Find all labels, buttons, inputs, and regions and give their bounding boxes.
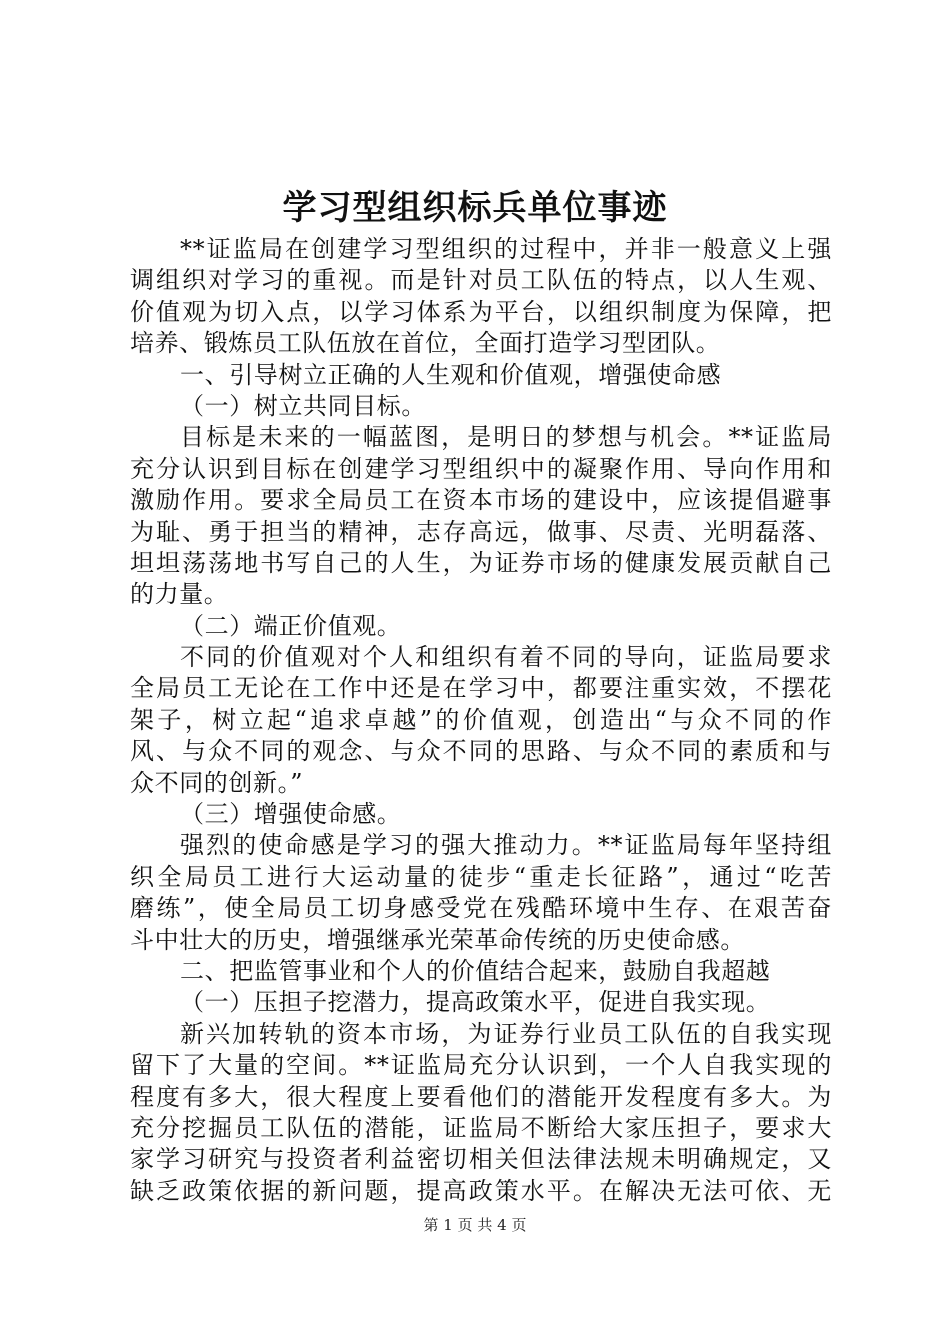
body-line: 充分认识到目标在创建学习型组织中的凝聚作用、导向作用和 — [130, 454, 832, 483]
body-line: 新兴加转轨的资本市场，为证券行业员工队伍的自我实现 — [180, 1019, 832, 1048]
body-line: 的力量。 — [130, 580, 229, 609]
body-line: 价值观为切入点，以学习体系为平台，以组织制度为保障，把 — [130, 297, 832, 326]
body-line: **证监局在创建学习型组织的过程中，并非一般意义上强 — [180, 235, 832, 263]
body-line: 培养、锻炼员工队伍放在首位，全面打造学习型团队。 — [130, 329, 721, 358]
body-line: 不同的价值观对个人和组织有着不同的导向，证监局要求 — [180, 643, 832, 672]
body-line: 充分挖掘员工队伍的潜能，证监局不断给大家压担子，要求大 — [130, 1113, 832, 1142]
subsection-heading: （一）树立共同目标。 — [180, 391, 426, 420]
body-line: 磨练”，使全局员工切身感受党在残酷环境中生存、在艰苦奋 — [130, 894, 832, 923]
body-line: 留下了大量的空间。**证监局充分认识到，一个人自我实现的 — [130, 1051, 832, 1080]
subsection-heading: （二）端正价值观。 — [180, 611, 402, 640]
body-line: 架子，树立起“追求卓越”的价值观，创造出“与众不同的作 — [130, 705, 832, 734]
body-line: 激励作用。要求全局员工在资本市场的建设中，应该提倡避事 — [130, 486, 832, 515]
body-line: 全局员工无论在工作中还是在学习中，都要注重实效，不摆花 — [130, 674, 832, 703]
body-line: 坦坦荡荡地书写自己的人生，为证券市场的健康发展贡献自己 — [130, 548, 832, 577]
body-line: 目标是未来的一幅蓝图，是明日的梦想与机会。**证监局 — [180, 423, 832, 452]
body-line: 众不同的创新。” — [130, 768, 304, 797]
body-line: 程度有多大，很大程度上要看他们的潜能开发程度有多大。为 — [130, 1082, 832, 1111]
subsection-heading: （一）压担子挖潜力，提高政策水平，促进自我实现。 — [180, 988, 771, 1017]
subsection-heading: （三）增强使命感。 — [180, 800, 402, 829]
document-title: 学习型组织标兵单位事迹 — [282, 188, 668, 228]
body-line: 风、与众不同的观念、与众不同的思路、与众不同的素质和与 — [130, 737, 832, 766]
section-heading: 一、引导树立正确的人生观和价值观，增强使命感 — [180, 360, 722, 389]
body-line: 斗中壮大的历史，增强继承光荣革命传统的历史使命感。 — [130, 925, 745, 954]
page-number: 第 1 页 共 4 页 — [423, 1216, 527, 1234]
body-line: 强烈的使命感是学习的强大推动力。**证监局每年坚持组 — [180, 831, 832, 860]
document-body — [130, 234, 832, 1207]
body-line: 调组织对学习的重视。而是针对员工队伍的特点，以人生观、 — [130, 266, 832, 295]
section-heading: 二、把监管事业和个人的价值结合起来，鼓励自我超越 — [180, 956, 771, 985]
body-line: 织全局员工进行大运动量的徒步“重走长征路”，通过“吃苦 — [130, 862, 832, 891]
body-line: 缺乏政策依据的新问题，提高政策水平。在解决无法可依、无 — [130, 1176, 832, 1205]
body-line: 为耻、勇于担当的精神，志存高远，做事、尽责、光明磊落、 — [130, 517, 832, 546]
body-line: 家学习研究与投资者利益密切相关但法律法规未明确规定，又 — [130, 1145, 832, 1174]
